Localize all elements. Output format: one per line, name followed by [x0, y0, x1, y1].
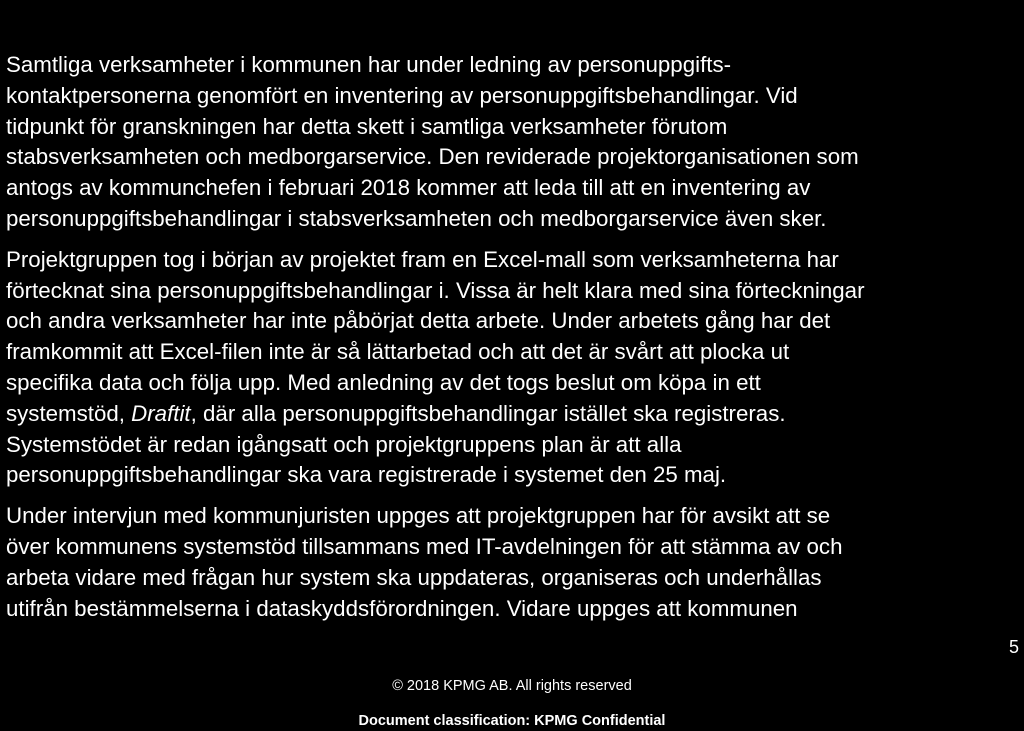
text-line: [6, 501, 1011, 532]
text-segment: specifika data och följa upp. Med anledning av det togs beslut om köpa in ett: [6, 369, 761, 395]
text-line: [6, 204, 1011, 235]
copyright-notice: © 2018 KPMG AB. All rights reserved: [392, 678, 632, 694]
text-line: [6, 563, 1011, 594]
text-line: [6, 245, 1011, 276]
product-name: Draftit: [131, 400, 191, 426]
paragraph: [6, 50, 1011, 235]
text-segment: över kommunens systemstöd tillsammans med IT-avdelningen för att stämma av och: [6, 533, 843, 559]
text-segment: Systemstödet är redan igångsatt och projektgruppens plan är att alla: [6, 431, 682, 457]
text-segment: stabsverksamheten och medborgarservice. Den reviderade projektorganisationen som: [6, 144, 859, 170]
text-segment: Projektgruppen tog i början av projektet fram en Excel-mall som verksamheterna har: [6, 246, 839, 272]
text-segment: kontaktpersonerna genomfört en inventering av personuppgiftsbehandlingar. Vid: [6, 82, 798, 108]
text-segment: personuppgiftsbehandlingar ska vara registrerade i systemet den 25 maj.: [6, 462, 727, 488]
text-segment: systemstöd,: [6, 400, 132, 426]
paragraph: [6, 245, 1011, 491]
text-line: [6, 173, 1011, 204]
paragraph: [6, 501, 1011, 624]
text-line: [6, 532, 1011, 563]
text-line: [6, 50, 1011, 81]
text-segment: förtecknat sina personuppgiftsbehandlingar i. Vissa är helt klara med sina förteckningar: [6, 277, 865, 303]
text-segment: , där alla personuppgiftsbehandlingar istället ska registreras.: [190, 400, 786, 426]
text-line: [6, 430, 1011, 461]
text-line: [6, 142, 1011, 173]
text-segment: antogs av kommunchefen i februari 2018 kommer att leda till att en inventering av: [6, 175, 811, 201]
text-line: [6, 594, 1011, 625]
text-segment: personuppgiftsbehandlingar i stabsverksamheten och medborgarservice även sker.: [6, 205, 827, 231]
text-line: [6, 306, 1011, 337]
text-segment: och andra verksamheter har inte påbörjat detta arbete. Under arbetets gång har det: [6, 308, 831, 334]
text-segment: Under intervjun med kommunjuristen uppges att projektgruppen har för avsikt att se: [6, 503, 831, 529]
text-segment: Samtliga verksamheter i kommunen har under ledning av personuppgifts-: [6, 52, 732, 77]
text-line: [6, 460, 1011, 491]
page-number: 5: [1009, 637, 1020, 657]
text-segment: tidpunkt för granskningen har detta skett i samtliga verksamheter förutom: [6, 113, 728, 139]
text-line: [6, 81, 1011, 112]
text-segment: framkommit att Excel-filen inte är så lättarbetad och att det är svårt att plocka ut: [6, 339, 790, 365]
text-line: [6, 399, 1011, 430]
body-text: [6, 50, 1011, 634]
text-line: [6, 368, 1011, 399]
text-line: [6, 276, 1011, 307]
document-classification: Document classification: KPMG Confidential: [358, 713, 666, 729]
text-segment: arbeta vidare med frågan hur system ska uppdateras, organiseras och underhållas: [6, 564, 822, 590]
text-segment: utifrån bestämmelserna i dataskyddsförordningen. Vidare uppges att kommunen: [6, 595, 798, 621]
text-line: [6, 337, 1011, 368]
text-line: [6, 112, 1011, 143]
